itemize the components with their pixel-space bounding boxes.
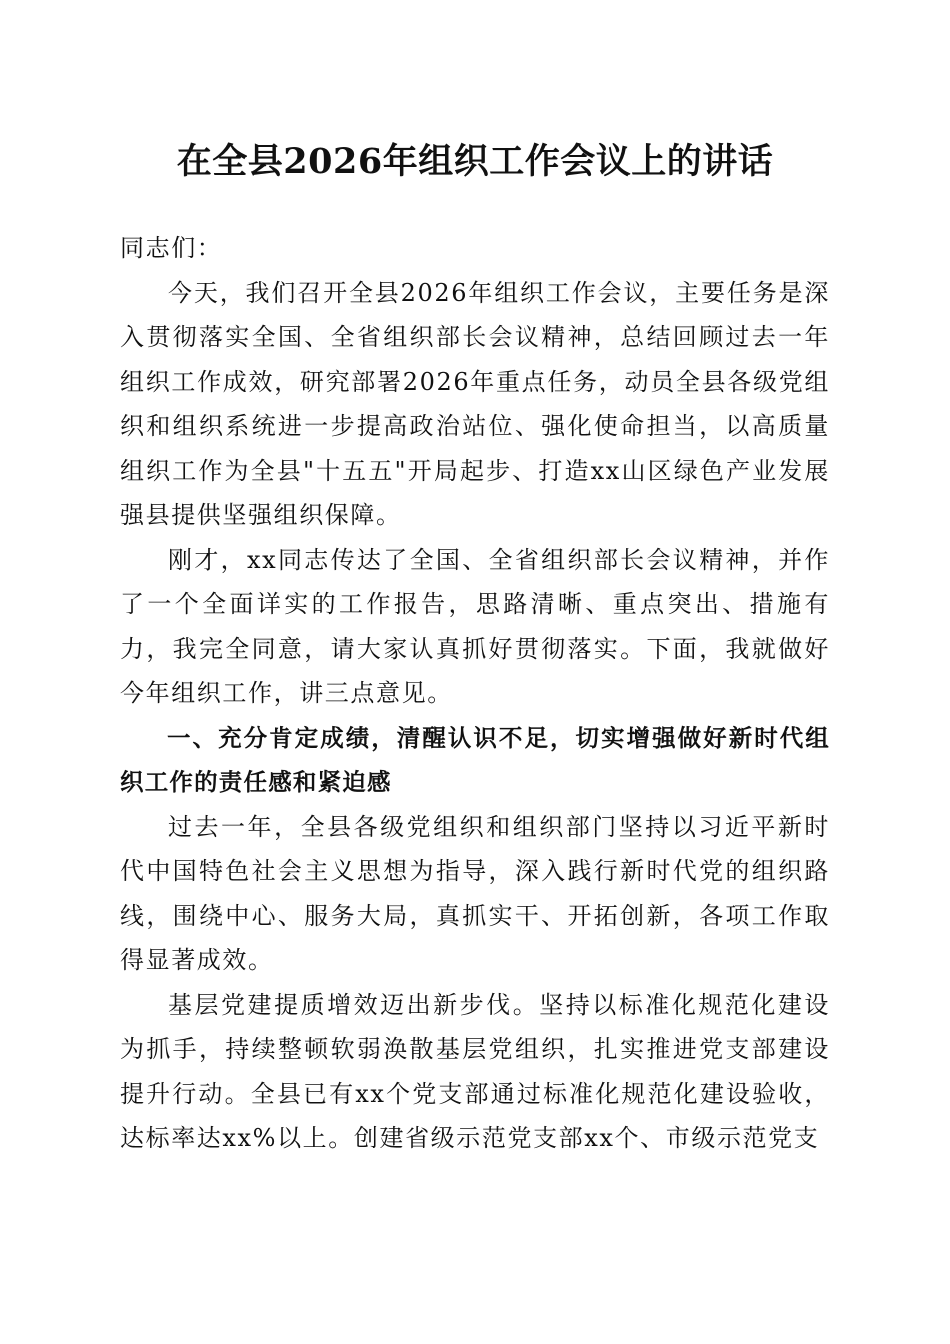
paragraph-grassroots: 基层党建提质增效迈出新步伐。坚持以标准化规范化建设为抓手，持续整顿软弱涣散基层党组织，扎实推进党支部建设提升行动。全县已有xx个党支部通过标准化规范化建设验收，达标率达xx%以上。创建省级示范党支部xx个、市级示范党支: [120, 990, 830, 1152]
paragraph-opening: 今天，我们召开全县2026年组织工作会议，主要任务是深入贯彻落实全国、全省组织部长会议精神，总结回顾过去一年组织工作成效，研究部署2026年重点任务，动员全县各级党组织和组织系统进一步提高政治站位、强化使命担当，以高质量组织工作为全县"十五五"开局起步、打造xx山区绿色产业发展强县提供坚强组织保障。: [120, 278, 830, 529]
paragraph-intro: 刚才，xx同志传达了全国、全省组织部长会议精神，并作了一个全面详实的工作报告，思路清晰、重点突出、措施有力，我完全同意，请大家认真抓好贯彻落实。下面，我就做好今年组织工作，讲三点意见。: [120, 545, 830, 707]
salutation: 同志们：: [120, 234, 223, 262]
document-body: [120, 226, 830, 1161]
document-title: 在全县2026年组织工作会议上的讲话: [176, 141, 774, 182]
paragraph-review: 过去一年，全县各级党组织和组织部门坚持以习近平新时代中国特色社会主义思想为指导，深入践行新时代党的组织路线，围绕中心、服务大局，真抓实干、开拓创新，各项工作取得显著成效。: [120, 812, 830, 974]
section-heading-1: 一、充分肯定成绩，清醒认识不足，切实增强做好新时代组织工作的责任感和紧迫感: [120, 723, 830, 796]
